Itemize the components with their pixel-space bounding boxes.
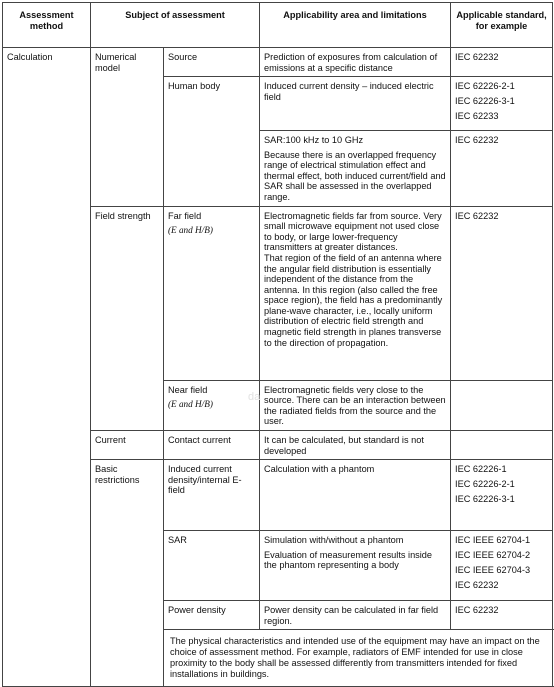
method-cell: Calculation [3,48,91,687]
standard-item: IEC IEEE 62704-1 [455,535,531,546]
near-field-label: Near field [168,384,208,395]
header-subject: Subject of assessment [91,3,260,48]
standard-item: IEC 62232 [455,135,499,146]
sar-text: Simulation with/without a phantom [264,535,404,546]
header-row [3,3,553,48]
standards-power-density [451,601,553,630]
far-field-symbols: (E and H/B) [168,225,213,236]
watermark: da [248,391,261,403]
standards-human-body [451,77,553,131]
standards-sar-range [451,131,553,206]
header-assessment-method: Assessment method [3,3,91,48]
note-cell: The physical characteristics and intended use of the equipment may have an impact on the choice of assessment method. For example, radiators of EMF intended for use in close proximity to the body shall be assessed differently from transmitters intended for fixed installations in buildings. [164,630,553,687]
far-field-label: Far field [168,210,202,221]
applicability-contact-current: It can be calculated, but standard is not developed [260,430,451,459]
group-basic-restrictions: Basic restrictions [91,460,164,687]
far-field-text: Electromagnetic fields far from source. Very small microwave equipment not used close to body, or large lower-frequency transmitters at greater distances. [264,210,442,253]
applicability-human-body: Induced current density – induced electric field [260,77,451,131]
group-numerical-model: Numerical model [91,48,164,207]
standards-source [451,48,553,77]
standard-item: IEC 62226-1 [455,464,507,475]
subject-near-field [164,380,260,430]
standard-item: IEC 62226-2-1 [455,479,515,490]
standards-far-field [451,206,553,380]
near-field-symbols: (E and H/B) [168,399,213,410]
subject-far-field [164,206,260,380]
standards-induced-current [451,460,553,531]
standard-item: IEC 62226-3-1 [455,494,515,505]
standards-near-field [451,380,553,430]
sar-range-note: Because there is an overlapped frequency range of electrical stimulation effect and thermal effect, both induced current/field and SAR shall be assessed in the overlapped range. [264,149,446,203]
applicability-induced-current: Calculation with a phantom [260,460,451,531]
header-standard: Applicable standard, for example [451,3,553,48]
applicability-source: Prediction of exposures from calculation of emissions at a specific distance [260,48,451,77]
applicability-near-field: Electromagnetic fields very close to the source. There can be an interaction between the radiated fields from the source and the user. [260,380,451,430]
group-current: Current [91,430,164,459]
subject-sar: SAR [164,531,260,601]
standard-item: IEC 62232 [455,580,499,591]
far-field-definition: That region of the field of an antenna where the angular field distribution is essentially independent of the distance from the antenna. In this region (also called the free space region), the field has a predominantly plane-wave character, i.e., locally uniform distribution of electric field strength and magnetic field strength in planes transverse to the direction of propagation. [264,252,443,348]
assessment-methods-table [2,2,553,687]
table-row-source [3,48,553,77]
standards-contact-current [451,430,553,459]
standard-item: IEC 62232 [455,210,499,221]
subject-power-density: Power density [164,601,260,630]
standard-item: IEC 62232 [455,52,499,62]
applicability-sar [260,531,451,601]
standard-item: IEC 62232 [455,605,499,616]
standard-item: IEC 62226-3-1 [455,96,515,107]
applicability-power-density: Power density can be calculated in far field region. [260,601,451,630]
applicability-far-field [260,206,451,380]
standard-item: IEC IEEE 62704-3 [455,565,531,576]
subject-contact-current: Contact current [164,430,260,459]
subject-source: Source [164,48,260,77]
standard-item: IEC 62226-2-1 [455,81,515,92]
subject-human-body: Human body [164,77,260,206]
group-field-strength: Field strength [91,206,164,430]
subject-induced-current: Induced current density/internal E-field [164,460,260,531]
sar-text-2: Evaluation of measurement results inside the phantom representing a body [264,549,433,571]
sar-range-text: SAR:100 kHz to 10 GHz [264,135,364,146]
applicability-sar-range [260,131,451,206]
standards-sar [451,531,553,601]
standard-item: IEC 62233 [455,111,499,122]
standard-item: IEC IEEE 62704-2 [455,550,531,561]
header-applicability: Applicability area and limitations [260,3,451,48]
